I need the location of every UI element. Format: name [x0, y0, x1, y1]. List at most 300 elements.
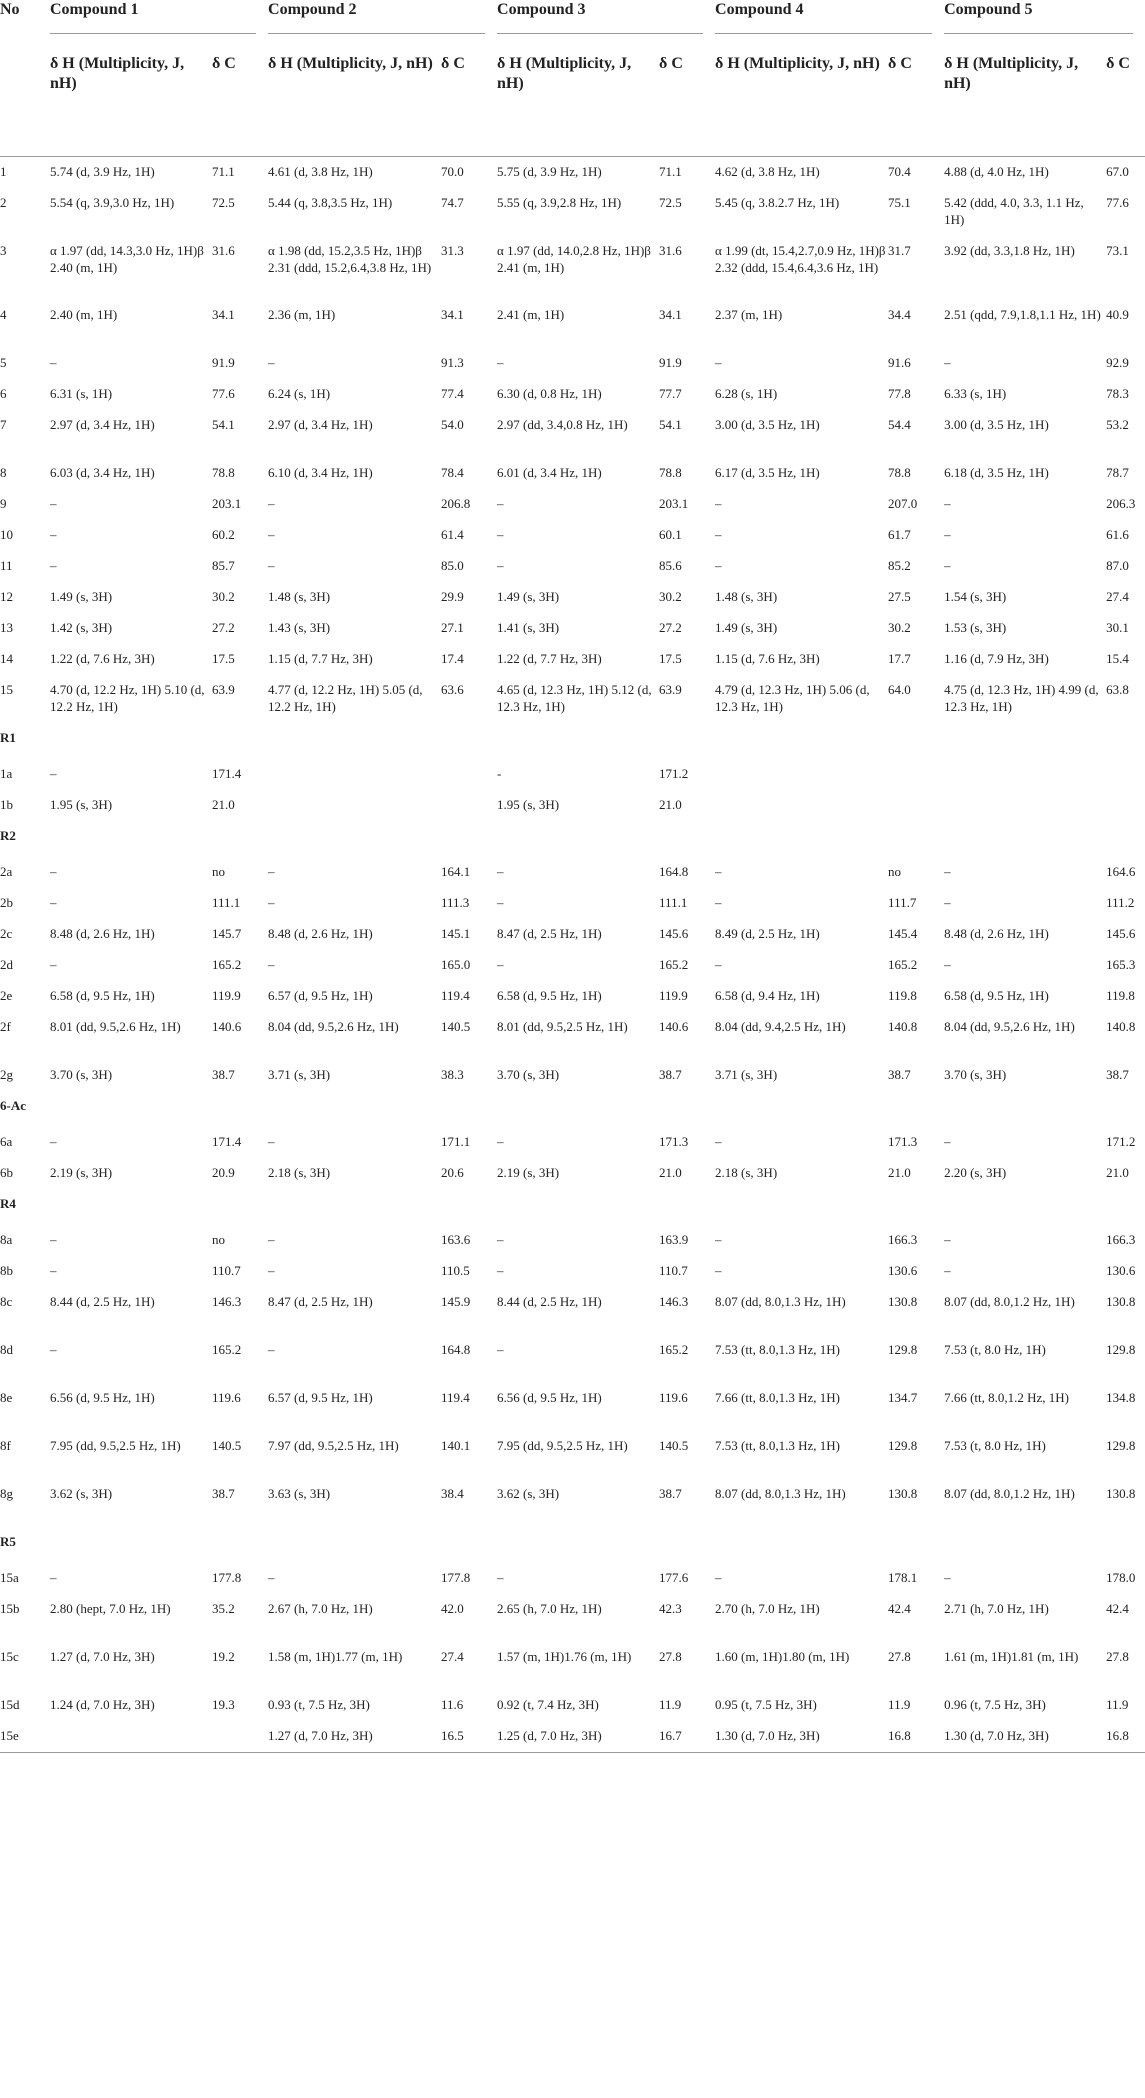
- dh-cell: –: [268, 527, 275, 542]
- dc-cell: 34.4: [888, 307, 911, 322]
- dc-cell: 27.4: [1106, 589, 1129, 604]
- dc-cell: 27.8: [888, 1649, 911, 1664]
- dc-cell: 119.8: [888, 988, 917, 1003]
- dc-cell: 145.4: [888, 926, 918, 941]
- dh-cell: 1.24 (d, 7.0 Hz, 3H): [50, 1697, 155, 1712]
- dh-cell: –: [50, 1342, 57, 1357]
- dc-cell: 140.5: [659, 1438, 689, 1453]
- dc-cell: 77.6: [212, 386, 235, 401]
- dc-cell: 73.1: [1106, 243, 1129, 258]
- table-row: [0, 1690, 1145, 1721]
- dc-cell: 21.0: [659, 1165, 682, 1180]
- dc-cell: 119.6: [212, 1390, 241, 1405]
- dh-cell: 1.58 (m, 1H)1.77 (m, 1H): [268, 1649, 403, 1664]
- table-row: [0, 582, 1145, 613]
- dh-cell: –: [50, 496, 57, 511]
- dh-cell: –: [715, 558, 722, 573]
- dh-cell: –: [50, 355, 57, 370]
- dc-cell: 27.4: [441, 1649, 464, 1664]
- dh-cell: 2.67 (h, 7.0 Hz, 1H): [268, 1601, 373, 1616]
- dh-cell: 1.43 (s, 3H): [268, 620, 331, 635]
- dc-cell: 145.6: [1106, 926, 1136, 941]
- dc-cell: 75.1: [888, 195, 911, 210]
- row-number: 2d: [0, 957, 13, 972]
- dc-cell: 171.2: [659, 766, 689, 781]
- dc-cell: 85.6: [659, 558, 682, 573]
- dh-cell: –: [715, 527, 722, 542]
- table-row: [0, 613, 1145, 644]
- dh-cell: 6.58 (d, 9.4 Hz, 1H): [715, 988, 820, 1003]
- dh-cell: 7.53 (t, 8.0 Hz, 1H): [944, 1438, 1046, 1453]
- dc-cell: 140.6: [659, 1019, 689, 1034]
- dc-cell: 119.9: [659, 988, 688, 1003]
- dc-cell: 91.6: [888, 355, 911, 370]
- dc-cell: 63.6: [441, 682, 464, 697]
- dh-cell: 8.07 (dd, 8.0,1.3 Hz, 1H): [715, 1486, 846, 1501]
- dc-cell: 203.1: [659, 496, 689, 511]
- no-header: No: [0, 1, 20, 18]
- dh-cell: 1.16 (d, 7.9 Hz, 3H): [944, 651, 1049, 666]
- table-row: [0, 236, 1145, 300]
- dh-cell: 8.48 (d, 2.6 Hz, 1H): [50, 926, 155, 941]
- dh-cell: –: [497, 558, 504, 573]
- dc-cell: 134.8: [1106, 1390, 1136, 1405]
- dh-cell: –: [497, 1134, 504, 1149]
- dh-cell: 2.18 (s, 3H): [715, 1165, 778, 1180]
- dc-cell: 140.1: [441, 1438, 471, 1453]
- dc-cell: 11.9: [888, 1697, 911, 1712]
- dh-cell: 3.63 (s, 3H): [268, 1486, 331, 1501]
- dc-label-header: δ C: [1106, 55, 1130, 72]
- dc-cell: 11.6: [441, 1697, 464, 1712]
- dc-cell: 145.1: [441, 926, 471, 941]
- dh-label-header: δ H (Multiplicity, J, nH): [944, 55, 1079, 92]
- row-number: 8f: [0, 1438, 11, 1453]
- row-number: 8: [0, 465, 7, 480]
- dh-cell: [715, 759, 888, 790]
- dh-cell: –: [715, 895, 722, 910]
- dh-cell: –: [497, 957, 504, 972]
- dh-cell: 1.53 (s, 3H): [944, 620, 1007, 635]
- dh-cell: 8.48 (d, 2.6 Hz, 1H): [944, 926, 1049, 941]
- dc-cell: 38.7: [659, 1067, 682, 1082]
- dh-cell: 8.07 (dd, 8.0,1.3 Hz, 1H): [715, 1294, 846, 1309]
- table-row: [0, 379, 1145, 410]
- row-number: 15: [0, 682, 13, 697]
- dh-cell: 2.18 (s, 3H): [268, 1165, 331, 1180]
- row-number: 4: [0, 307, 7, 322]
- dh-cell: –: [715, 1263, 722, 1278]
- dc-cell: 110.7: [212, 1263, 241, 1278]
- dc-cell: 130.8: [1106, 1486, 1136, 1501]
- section-label: R1: [0, 730, 16, 745]
- row-number: 3: [0, 243, 7, 258]
- dh-cell: 2.65 (h, 7.0 Hz, 1H): [497, 1601, 602, 1616]
- dc-cell: 85.0: [441, 558, 464, 573]
- dh-label-header: δ H (Multiplicity, J, nH): [268, 55, 433, 72]
- dh-cell: 3.92 (dd, 3.3,1.8 Hz, 1H): [944, 243, 1075, 258]
- dc-cell: 21.0: [1106, 1165, 1129, 1180]
- dc-cell: 31.6: [212, 243, 235, 258]
- dh-cell: -: [497, 766, 502, 781]
- dc-cell: 165.3: [1106, 957, 1136, 972]
- dh-cell: –: [497, 1232, 504, 1247]
- dc-cell: 177.8: [441, 1570, 471, 1585]
- dh-cell: 3.70 (s, 3H): [944, 1067, 1007, 1082]
- dh-cell: 6.03 (d, 3.4 Hz, 1H): [50, 465, 155, 480]
- dc-cell: 119.9: [212, 988, 241, 1003]
- dc-cell: 20.6: [441, 1165, 464, 1180]
- dh-cell: –: [944, 864, 951, 879]
- dc-cell: 38.7: [212, 1067, 235, 1082]
- table-row: [0, 1012, 1145, 1060]
- compound-4-header: Compound 4: [715, 0, 944, 36]
- dh-cell: 5.75 (d, 3.9 Hz, 1H): [497, 164, 602, 179]
- dh-cell: 5.42 (ddd, 4.0, 3.3, 1.1 Hz, 1H): [944, 195, 1084, 227]
- dh-cell: 2.19 (s, 3H): [50, 1165, 113, 1180]
- dh-cell: 1.49 (s, 3H): [497, 589, 560, 604]
- table-row: [0, 348, 1145, 379]
- dc-cell: no: [212, 1232, 225, 1247]
- dh-cell: 1.27 (d, 7.0 Hz, 3H): [50, 1649, 155, 1664]
- dc-cell: 130.8: [888, 1486, 918, 1501]
- dc-cell: 78.4: [441, 465, 464, 480]
- dc-cell: 110.7: [659, 1263, 688, 1278]
- table-row: [0, 410, 1145, 458]
- dc-cell: 206.3: [1106, 496, 1136, 511]
- dc-cell: 42.4: [888, 1601, 911, 1616]
- dc-cell: 38.7: [212, 1486, 235, 1501]
- dc-cell: 30.2: [212, 589, 235, 604]
- dc-cell: 77.8: [888, 386, 911, 401]
- dc-cell: [1106, 759, 1145, 790]
- dc-cell: 77.4: [441, 386, 464, 401]
- row-number: 11: [0, 558, 13, 573]
- dc-cell: 17.5: [659, 651, 682, 666]
- dh-cell: –: [944, 355, 951, 370]
- row-number: 2g: [0, 1067, 13, 1082]
- dh-cell: 2.70 (h, 7.0 Hz, 1H): [715, 1601, 820, 1616]
- dh-cell: 1.48 (s, 3H): [268, 589, 331, 604]
- dh-cell: 1.42 (s, 3H): [50, 620, 113, 635]
- table-row: [0, 1594, 1145, 1642]
- dh-cell: –: [497, 895, 504, 910]
- dh-cell: 4.70 (d, 12.2 Hz, 1H) 5.10 (d, 12.2 Hz, 1H): [50, 682, 205, 714]
- dc-cell: 166.3: [1106, 1232, 1136, 1247]
- dc-cell: 171.3: [888, 1134, 918, 1149]
- dc-cell: 85.7: [212, 558, 235, 573]
- dh-cell: [268, 790, 441, 821]
- table-row: [0, 1335, 1145, 1383]
- dh-cell: 7.66 (tt, 8.0,1.3 Hz, 1H): [715, 1390, 840, 1405]
- dc-cell: 17.7: [888, 651, 911, 666]
- dh-cell: –: [715, 957, 722, 972]
- table-row: [0, 644, 1145, 675]
- dh-cell: 6.28 (s, 1H): [715, 386, 778, 401]
- dc-cell: 64.0: [888, 682, 911, 697]
- row-number: 7: [0, 417, 7, 432]
- dc-cell: 165.2: [659, 1342, 689, 1357]
- dc-cell: 11.9: [659, 1697, 682, 1712]
- dh-cell: 7.53 (t, 8.0 Hz, 1H): [944, 1342, 1046, 1357]
- dc-cell: 27.5: [888, 589, 911, 604]
- row-number: 2b: [0, 895, 13, 910]
- dc-cell: 130.6: [1106, 1263, 1136, 1278]
- dh-cell: 0.95 (t, 7.5 Hz, 3H): [715, 1697, 817, 1712]
- dh-cell: –: [944, 1232, 951, 1247]
- dh-cell: [944, 759, 1106, 790]
- row-number: 15a: [0, 1570, 19, 1585]
- dc-cell: 17.4: [441, 651, 464, 666]
- compound-2-header: Compound 2: [268, 0, 497, 36]
- dc-label-header: δ C: [888, 55, 912, 72]
- dh-cell: –: [715, 864, 722, 879]
- dc-cell: 165.2: [212, 957, 242, 972]
- dh-label-header: δ H (Multiplicity, J, nH): [715, 55, 880, 72]
- row-number: 15b: [0, 1601, 20, 1616]
- dc-cell: 140.8: [1106, 1019, 1136, 1034]
- dh-cell: –: [50, 1570, 57, 1585]
- dc-cell: 166.3: [888, 1232, 918, 1247]
- dc-cell: 74.7: [441, 195, 464, 210]
- table-row: [0, 300, 1145, 348]
- dc-cell: 129.8: [1106, 1342, 1136, 1357]
- dh-cell: 3.62 (s, 3H): [497, 1486, 560, 1501]
- dh-cell: 8.47 (d, 2.5 Hz, 1H): [268, 1294, 373, 1309]
- dc-cell: [212, 1721, 268, 1753]
- dc-cell: 85.2: [888, 558, 911, 573]
- row-number: 8a: [0, 1232, 13, 1247]
- row-number: 2a: [0, 864, 13, 879]
- row-number: 10: [0, 527, 13, 542]
- dc-cell: 207.0: [888, 496, 918, 511]
- dh-cell: –: [944, 1570, 951, 1585]
- dh-cell: –: [944, 496, 951, 511]
- dh-cell: 8.49 (d, 2.5 Hz, 1H): [715, 926, 820, 941]
- dh-cell: –: [944, 895, 951, 910]
- dc-cell: 78.7: [1106, 465, 1129, 480]
- table-row: [0, 1127, 1145, 1158]
- dc-cell: 171.1: [441, 1134, 471, 1149]
- dc-label-header: δ C: [441, 55, 465, 72]
- dc-cell: 60.1: [659, 527, 682, 542]
- dh-cell: 2.97 (d, 3.4 Hz, 1H): [268, 417, 373, 432]
- dh-cell: 7.95 (dd, 9.5,2.5 Hz, 1H): [50, 1438, 181, 1453]
- dh-cell: 6.58 (d, 9.5 Hz, 1H): [497, 988, 602, 1003]
- dc-cell: 38.7: [1106, 1067, 1129, 1082]
- dh-cell: 6.30 (d, 0.8 Hz, 1H): [497, 386, 602, 401]
- dh-cell: 8.01 (dd, 9.5,2.5 Hz, 1H): [497, 1019, 628, 1034]
- dh-cell: –: [497, 1570, 504, 1585]
- table-row: [0, 1256, 1145, 1287]
- table-row: [0, 675, 1145, 723]
- dh-cell: –: [497, 1263, 504, 1278]
- dc-cell: 171.3: [659, 1134, 689, 1149]
- dc-cell: 134.7: [888, 1390, 918, 1405]
- dh-cell: –: [268, 1263, 275, 1278]
- dh-cell: –: [944, 527, 951, 542]
- dc-cell: 78.8: [888, 465, 911, 480]
- dc-cell: 61.6: [1106, 527, 1129, 542]
- dh-cell: 6.57 (d, 9.5 Hz, 1H): [268, 1390, 373, 1405]
- dc-cell: 27.1: [441, 620, 464, 635]
- dh-cell: 8.44 (d, 2.5 Hz, 1H): [50, 1294, 155, 1309]
- dh-cell: –: [268, 864, 275, 879]
- dh-cell: 5.44 (q, 3.8,3.5 Hz, 1H): [268, 195, 393, 210]
- dh-cell: –: [715, 1570, 722, 1585]
- dc-cell: 130.8: [1106, 1294, 1136, 1309]
- dh-cell: –: [497, 864, 504, 879]
- dh-cell: –: [50, 1232, 57, 1247]
- dc-cell: 78.8: [659, 465, 682, 480]
- section-row: [0, 1091, 1145, 1127]
- dc-cell: 129.8: [888, 1342, 918, 1357]
- dh-cell: –: [944, 1134, 951, 1149]
- dc-cell: 19.2: [212, 1649, 235, 1664]
- dc-cell: 111.7: [888, 895, 917, 910]
- dc-cell: 171.4: [212, 1134, 242, 1149]
- dc-cell: 163.6: [441, 1232, 471, 1247]
- dc-cell: 63.9: [212, 682, 235, 697]
- dh-cell: 2.97 (d, 3.4 Hz, 1H): [50, 417, 155, 432]
- row-number: 1: [0, 164, 7, 179]
- dh-cell: 1.27 (d, 7.0 Hz, 3H): [268, 1721, 441, 1753]
- dh-cell: 1.95 (s, 3H): [50, 797, 113, 812]
- dh-cell: –: [268, 957, 275, 972]
- row-number: 15e: [0, 1721, 50, 1753]
- dc-cell: [888, 790, 944, 821]
- table-row: [0, 157, 1145, 189]
- dc-cell: 111.2: [1106, 895, 1135, 910]
- compound-3-header: Compound 3: [497, 0, 715, 36]
- dh-cell: 1.95 (s, 3H): [497, 797, 560, 812]
- dc-cell: 20.9: [212, 1165, 235, 1180]
- dh-cell: 1.57 (m, 1H)1.76 (m, 1H): [497, 1649, 632, 1664]
- dc-cell: 63.9: [659, 682, 682, 697]
- dc-cell: 91.3: [441, 355, 464, 370]
- dh-cell: 1.15 (d, 7.7 Hz, 3H): [268, 651, 373, 666]
- dc-cell: 30.2: [888, 620, 911, 635]
- dc-cell: 130.8: [888, 1294, 918, 1309]
- dc-cell: 54.4: [888, 417, 911, 432]
- dc-cell: 16.7: [659, 1721, 715, 1753]
- dh-cell: 5.55 (q, 3.9,2.8 Hz, 1H): [497, 195, 622, 210]
- dh-cell: –: [944, 558, 951, 573]
- dh-cell: 6.01 (d, 3.4 Hz, 1H): [497, 465, 602, 480]
- dh-cell: 1.25 (d, 7.0 Hz, 3H): [497, 1721, 659, 1753]
- dh-cell: 1.48 (s, 3H): [715, 589, 778, 604]
- dh-cell: –: [50, 864, 57, 879]
- dh-cell: 4.65 (d, 12.3 Hz, 1H) 5.12 (d, 12.3 Hz, 1H): [497, 682, 652, 714]
- dc-cell: 42.4: [1106, 1601, 1129, 1616]
- row-number: 2c: [0, 926, 13, 941]
- dh-cell: 7.97 (dd, 9.5,2.5 Hz, 1H): [268, 1438, 399, 1453]
- dh-cell: 4.61 (d, 3.8 Hz, 1H): [268, 164, 373, 179]
- dc-cell: 63.8: [1106, 682, 1129, 697]
- row-number: 1a: [0, 766, 13, 781]
- dc-cell: 119.4: [441, 1390, 470, 1405]
- dc-cell: 15.4: [1106, 651, 1129, 666]
- dc-cell: 145.9: [441, 1294, 471, 1309]
- dh-cell: 1.30 (d, 7.0 Hz, 3H): [715, 1721, 888, 1753]
- dh-cell: –: [50, 527, 57, 542]
- dh-cell: 8.48 (d, 2.6 Hz, 1H): [268, 926, 373, 941]
- table-row: [0, 1287, 1145, 1335]
- dc-cell: 35.2: [212, 1601, 235, 1616]
- dh-cell: 6.57 (d, 9.5 Hz, 1H): [268, 988, 373, 1003]
- table-row: [0, 1431, 1145, 1479]
- section-label: R2: [0, 828, 16, 843]
- dc-cell: 71.1: [212, 164, 235, 179]
- section-label: R5: [0, 1534, 16, 1549]
- blank-header: [0, 36, 50, 157]
- dh-cell: 1.22 (d, 7.6 Hz, 3H): [50, 651, 155, 666]
- dh-cell: 6.58 (d, 9.5 Hz, 1H): [50, 988, 155, 1003]
- dh-cell: 2.97 (dd, 3.4,0.8 Hz, 1H): [497, 417, 628, 432]
- dc-cell: 119.4: [441, 988, 470, 1003]
- dc-cell: 111.1: [659, 895, 688, 910]
- dh-cell: 6.24 (s, 1H): [268, 386, 331, 401]
- dc-cell: 164.8: [659, 864, 689, 879]
- dc-cell: 140.8: [888, 1019, 918, 1034]
- dc-cell: 67.0: [1106, 164, 1129, 179]
- row-number: 1b: [0, 797, 13, 812]
- dc-cell: [441, 790, 497, 821]
- dh-cell: 6.18 (d, 3.5 Hz, 1H): [944, 465, 1049, 480]
- dc-cell: 140.6: [212, 1019, 242, 1034]
- dc-cell: 40.9: [1106, 307, 1129, 322]
- dc-cell: 178.0: [1106, 1570, 1136, 1585]
- dh-cell: [268, 759, 441, 790]
- dc-cell: 165.2: [212, 1342, 242, 1357]
- dc-cell: 54.1: [659, 417, 682, 432]
- dh-cell: –: [50, 1134, 57, 1149]
- dh-cell: –: [715, 496, 722, 511]
- dc-cell: 145.6: [659, 926, 689, 941]
- dh-cell: 1.54 (s, 3H): [944, 589, 1007, 604]
- row-number: 15c: [0, 1649, 19, 1664]
- dh-cell: 1.41 (s, 3H): [497, 620, 560, 635]
- dc-cell: 164.1: [441, 864, 471, 879]
- section-row: [0, 1189, 1145, 1225]
- dc-cell: 53.2: [1106, 417, 1129, 432]
- dc-cell: 34.1: [212, 307, 235, 322]
- table-row: [0, 1383, 1145, 1431]
- dc-cell: [441, 759, 497, 790]
- dh-cell: 8.04 (dd, 9.5,2.6 Hz, 1H): [268, 1019, 399, 1034]
- dc-cell: 146.3: [659, 1294, 689, 1309]
- dh-cell: [715, 790, 888, 821]
- row-number: 6: [0, 386, 7, 401]
- dh-cell: 2.71 (h, 7.0 Hz, 1H): [944, 1601, 1049, 1616]
- dh-cell: 5.54 (q, 3.9,3.0 Hz, 1H): [50, 195, 175, 210]
- dh-cell: 3.00 (d, 3.5 Hz, 1H): [944, 417, 1049, 432]
- dc-cell: 17.5: [212, 651, 235, 666]
- dc-cell: 16.8: [888, 1721, 944, 1753]
- table-row: [0, 551, 1145, 582]
- dc-cell: 177.6: [659, 1570, 689, 1585]
- dc-cell: 178.1: [888, 1570, 918, 1585]
- dh-cell: 7.53 (tt, 8.0,1.3 Hz, 1H): [715, 1438, 840, 1453]
- dh-cell: –: [944, 1263, 951, 1278]
- dh-cell: –: [50, 895, 57, 910]
- dc-cell: 19.3: [212, 1697, 235, 1712]
- dc-cell: 16.5: [441, 1721, 497, 1753]
- dh-cell: –: [50, 1263, 57, 1278]
- dh-cell: [944, 790, 1106, 821]
- dc-cell: 21.0: [888, 1165, 911, 1180]
- dh-cell: 3.00 (d, 3.5 Hz, 1H): [715, 417, 820, 432]
